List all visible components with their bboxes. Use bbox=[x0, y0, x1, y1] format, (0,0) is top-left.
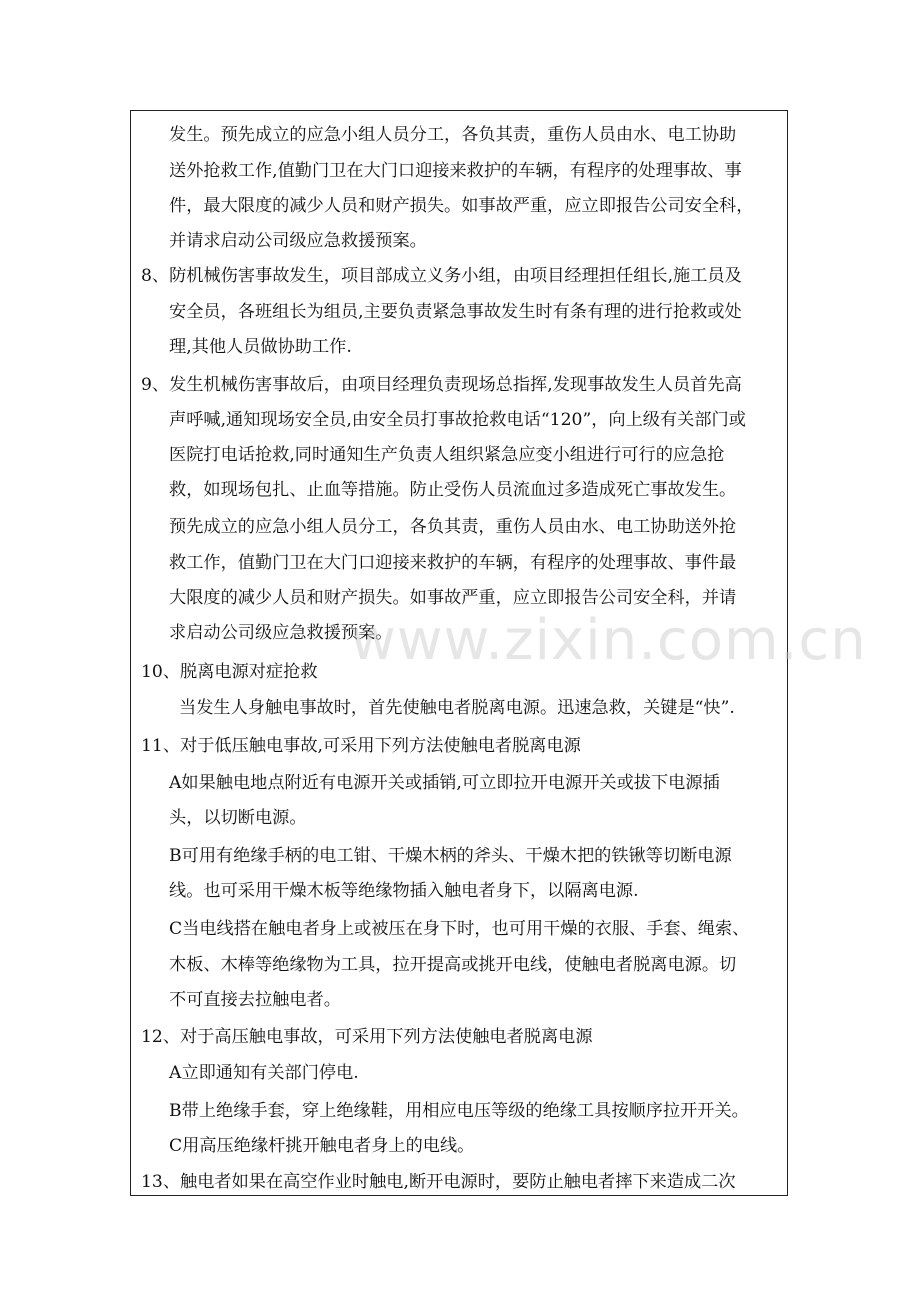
item-11-heading: 11、对于低压触电事故,可采用下列方法使触电者脱离电源 bbox=[141, 736, 581, 756]
text-line: 声呼喊,通知现场安全员,由安全员打事故抢救电话“120”，向上级有关部门或 bbox=[169, 410, 746, 430]
text-line: 头，以切断电源。 bbox=[169, 808, 307, 828]
text-line: 发生。预先成立的应急小组人员分工，各负其责，重伤人员由水、电工协助 bbox=[169, 125, 737, 145]
text-line: C当电线搭在触电者身上或被压在身下时，也可用干燥的衣服、手套、绳索、 bbox=[169, 919, 750, 939]
text-line: 预先成立的应急小组人员分工，各负其责，重伤人员由水、电工协助送外抢 bbox=[169, 517, 737, 537]
text-line: A如果触电地点附近有电源开关或插销,可立即拉开电源开关或拔下电源插 bbox=[169, 773, 720, 793]
text-line: 救，如现场包扎、止血等措施。防止受伤人员流血过多造成死亡事故发生。 bbox=[169, 480, 737, 500]
text-line: 木板、木棒等绝缘物为工具，拉开提高或挑开电线，使触电者脱离电源。切 bbox=[169, 955, 737, 975]
item-9-line: 9、发生机械伤害事故后，由项目经理负责现场总指挥,发现事故发生人员首先高 bbox=[141, 375, 742, 395]
item-13-line: 13、触电者如果在高空作业时触电,断开电源时，要防止触电者摔下来造成二次 bbox=[141, 1172, 736, 1192]
text-line: 救工作，值勤门卫在大门口迎接来救护的车辆，有程序的处理事故、事件最 bbox=[169, 553, 737, 573]
text-line: 件，最大限度的减少人员和财产损失。如事故严重，应立即报告公司安全科， bbox=[169, 196, 754, 216]
text-line: 求启动公司级应急救援预案。 bbox=[169, 623, 393, 643]
text-line: 送外抢救工作,值勤门卫在大门口迎接来救护的车辆，有程序的处理事故、事 bbox=[169, 161, 742, 181]
text-line: 不可直接去拉触电者。 bbox=[169, 990, 341, 1010]
text-line: 安全员，各班组长为组员,主要负责紧急事故发生时有条有理的进行抢救或处 bbox=[169, 302, 742, 322]
text-line: C用高压绝缘杆挑开触电者身上的电线。 bbox=[169, 1136, 475, 1156]
text-line: 当发生人身触电事故时，首先使触电者脱离电源。迅速急救，关键是“快”. bbox=[179, 698, 735, 718]
item-12-heading: 12、对于高压触电事故，可采用下列方法使触电者脱离电源 bbox=[141, 1027, 593, 1047]
text-line: B可用有绝缘手柄的电工钳、干燥木柄的斧头、干燥木把的铁锹等切断电源 bbox=[169, 846, 732, 866]
text-line: 医院打电话抢救,同时通知生产负责人组织紧急应变小组进行可行的应急抢 bbox=[169, 445, 725, 465]
text-line: 大限度的减少人员和财产损失。如事故严重，应立即报告公司安全科，并请 bbox=[169, 588, 737, 608]
text-line: A立即通知有关部门停电. bbox=[169, 1063, 359, 1083]
text-line: B带上绝缘手套，穿上绝缘鞋，用相应电压等级的绝缘工具按顺序拉开开关。 bbox=[169, 1101, 749, 1121]
text-line: 理,其他人员做协助工作. bbox=[169, 337, 352, 357]
item-8-line: 8、防机械伤害事故发生，项目部成立义务小组，由项目经理担任组长,施工员及 bbox=[141, 266, 742, 286]
item-10-heading: 10、脱离电源对症抢救 bbox=[141, 662, 318, 682]
text-line: 线。也可采用干燥木板等绝缘物插入触电者身下，以隔离电源. bbox=[169, 881, 639, 901]
watermark: www.zixin.com.cn bbox=[350, 608, 867, 673]
text-line: 并请求启动公司级应急救援预案。 bbox=[169, 231, 427, 251]
